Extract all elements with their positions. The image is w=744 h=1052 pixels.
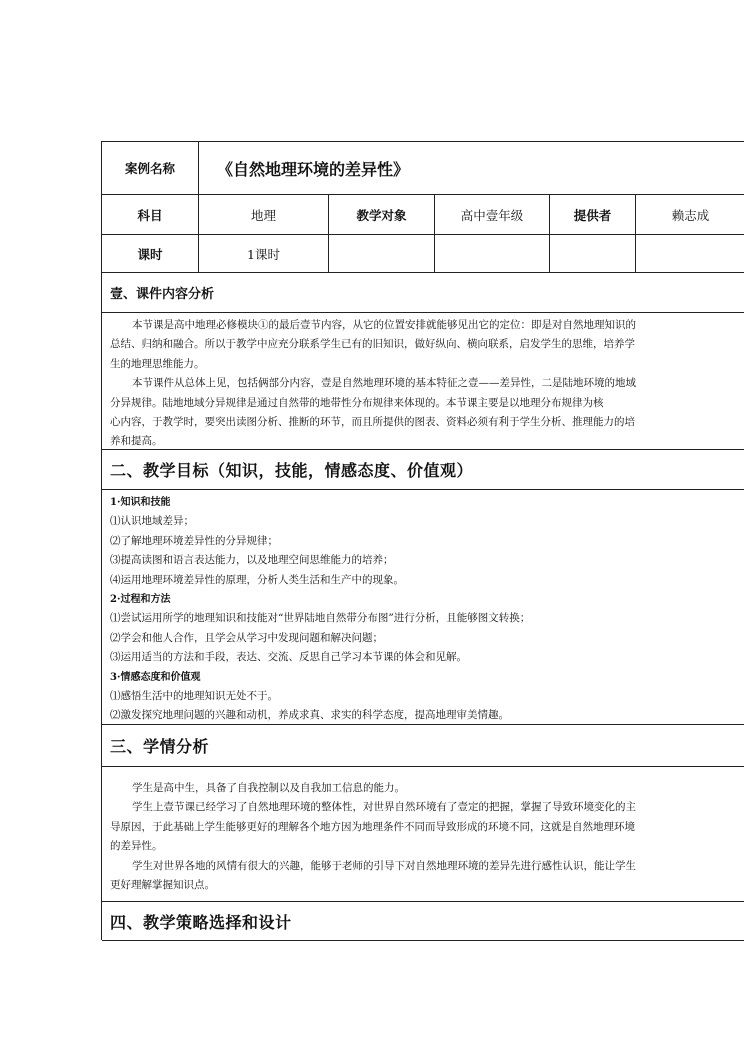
hours-value: 1课时	[199, 235, 329, 272]
section1-line: 心内容，于教学时，要突出读图分析、推断的环节，而且所提供的图表、资料必须有利于学生分析、推理能力的培	[110, 416, 635, 429]
section3-line: 学生对世界各地的风情有很大的兴趣，能够于老师的引导下对自然地理环境的差异先进行感性认识，能让学生	[132, 859, 637, 872]
objective-item: ⑴感悟生活中的地理知识无处不于。	[110, 690, 278, 703]
hours-label: 课时	[102, 235, 199, 272]
objective-item: ⑷运用地理环境差异性的原理，分析人类生活和生产中的现象。	[110, 573, 404, 586]
section1-line: 生的地理思维能力。	[110, 357, 205, 370]
section1-line: 分异规律。陆地地域分异规律是通过自然带的地带性分布规律来体现的。本节课主要是以地理分布规律为核	[110, 396, 604, 409]
empty-cell	[636, 235, 744, 272]
objective-item: ⑶提高读图和语言表达能力，以及地理空间思维能力的培养；	[110, 554, 394, 567]
empty-cell	[550, 235, 636, 272]
section1-line: 养和提高。	[110, 435, 163, 448]
subject-value: 地理	[199, 195, 329, 234]
section3-line: 更好理解掌握知识点。	[110, 879, 215, 892]
objective-group-title: 3·情感态度和价值观	[110, 671, 201, 683]
section1-line: 本节课是高中地理必修模块①的最后壹节内容，从它的位置安排就能够见出它的定位：即是对自然地理知识的	[132, 319, 637, 331]
objective-item: ⑴认识地域差异；	[110, 515, 194, 528]
section3-line: 学生是高中生，具备了自我控制以及自我加工信息的能力。	[132, 782, 406, 794]
section1-line: 总结、归纳和融合。所以于教学中应充分联系学生已有的旧知识，做好纵向、横向联系，启发学生的思维，培养学	[110, 338, 635, 351]
lesson-plan-table	[101, 141, 744, 940]
case-name-value: 《自然地理环境的差异性》	[217, 159, 410, 179]
section4-heading: 四、教学策略选择和设计	[102, 902, 744, 941]
objective-item: ⑴尝试运用所学的地理知识和技能对“世界陆地自然带分布图”进行分析，且能够图文转换；	[110, 612, 531, 625]
empty-cell	[329, 235, 435, 272]
target-value: 高中壹年级	[435, 195, 550, 234]
section3-body	[102, 767, 744, 902]
section2-body	[102, 490, 744, 725]
target-label: 教学对象	[329, 195, 435, 234]
case-name-row	[102, 142, 744, 195]
section3-line: 导原因，于此基础上学生能够更好的理解各个地方因为地理条件不同而导致形成的环境不同，这就是自然地理环境	[110, 820, 635, 833]
objective-group-title: 1·知识和技能	[110, 497, 171, 508]
empty-cell	[435, 235, 550, 272]
section1-heading: 壹、课件内容分析	[102, 273, 744, 313]
subject-row	[102, 195, 744, 235]
case-name-label: 案例名称	[102, 142, 199, 194]
objective-group-title: 2·过程和方法	[110, 594, 171, 606]
hours-row	[102, 235, 744, 273]
objective-item: ⑵学会和他人合作，且学会从学习中发现问题和解决问题；	[110, 631, 383, 644]
section3-line: 的差异性。	[110, 840, 163, 853]
section1-body	[102, 313, 744, 450]
objective-item: ⑵了解地理环境差异性的分异规律；	[110, 534, 278, 547]
section3-heading: 三、学情分析	[102, 725, 744, 767]
section3-line: 学生上壹节课已经学习了自然地理环境的整体性，对世界自然环境有了壹定的把握，掌握了导致环境变化的主	[132, 801, 637, 814]
section1-line: 本节课件从总体上见，包括俩部分内容，壹是自然地理环境的基本特征之壹——差异性，二是陆地环境的地域	[132, 377, 637, 390]
objective-item: ⑵激发探究地理问题的兴趣和动机，养成求真、求实的科学态度，提高地理审美情趣。	[110, 709, 509, 722]
objective-item: ⑶运用适当的方法和手段，表达、交流、反思自己学习本节课的体会和见解。	[110, 651, 467, 664]
provider-value: 赖志成	[671, 207, 710, 223]
section2-heading: 二、教学目标（知识，技能，情感态度、价值观）	[102, 450, 744, 490]
provider-label: 提供者	[550, 195, 636, 234]
subject-label: 科目	[102, 195, 199, 234]
